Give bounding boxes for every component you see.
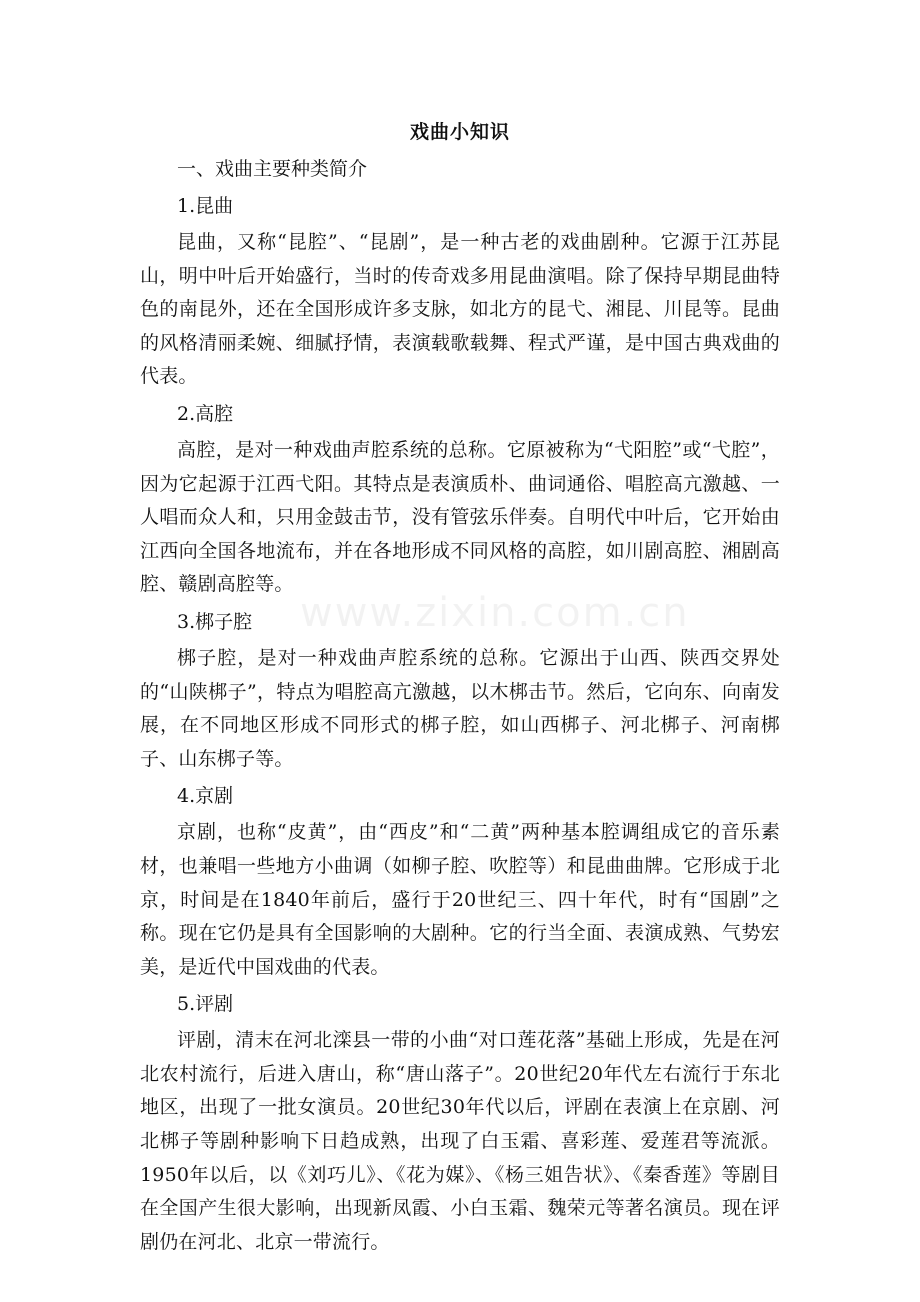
paragraph-bangziqiang: 梆子腔，是对一种戏曲声腔系统的总称。它源出于山西、陕西交界处的“山陕梆子”，特点为唱腔高亢激越，以木梆击节。然后，它向东、向南发展，在不同地区形成不同形式的梆子腔，如山西梆子、河北梆子、河南梆子、山东梆子等。 — [140, 646, 780, 770]
subsection-heading-bangziqiang: 3.梆子腔 — [177, 610, 253, 633]
document-title: 戏曲小知识 — [409, 121, 510, 143]
paragraph-kunqu: 昆曲，又称“昆腔”、“昆剧”，是一种古老的戏曲剧种。它源于江苏昆山，明中叶后开始盛行，当时的传奇戏多用昆曲演唱。除了保持早期昆曲特色的南昆外，还在全国形成许多支脉，如北方的昆弋、湘昆、川昆等。昆曲的风格清丽柔婉、细腻抒情，表演载歌载舞、程式严谨，是中国古典戏曲的代表。 — [140, 231, 780, 388]
document-page — [140, 116, 780, 1263]
paragraph-jingju: 京剧，也称“皮黄”，由“西皮”和“二黄”两种基本腔调组成它的音乐素材，也兼唱一些地方小曲调（如柳子腔、吹腔等）和昆曲曲牌。它形成于北京，时间是在1840年前后，盛行于20世纪三、四十年代，时有“国剧”之称。现在它仍是具有全国影响的大剧种。它的行当全面、表演成熟、气势宏美，是近代中国戏曲的代表。 — [140, 821, 780, 978]
subsection-heading-gaoqiang: 2.高腔 — [177, 402, 234, 425]
paragraph-pingju: 评剧，清末在河北滦县一带的小曲“对口莲花落”基础上形成，先是在河北农村流行，后进入唐山，称“唐山落子”。20世纪20年代左右流行于东北地区，出现了一批女演员。20世纪30年代以后，评剧在表演上在京剧、河北梆子等剧种影响下日趋成熟，出现了白玉霜、喜彩莲、爱莲君等流派。1950年以后，以《刘巧儿》、《花为媒》、《杨三姐告状》、《秦香莲》等剧目在全国产生很大影响，出现新凤霞、小白玉霜、魏荣元等著名演员。现在评剧仍在河北、北京一带流行。 — [140, 1029, 780, 1253]
paragraph-gaoqiang: 高腔，是对一种戏曲声腔系统的总称。它原被称为“弋阳腔”或“弋腔”，因为它起源于江西弋阳。其特点是表演质朴、曲词通俗、唱腔高亢激越、一人唱而众人和，只用金鼓击节，没有管弦乐伴奏。自明代中叶后，它开始由江西向全国各地流布，并在各地形成不同风格的高腔，如川剧高腔、湘剧高腔、赣剧高腔等。 — [140, 438, 780, 596]
subsection-heading-pingju: 5.评剧 — [177, 993, 234, 1016]
watermark: www.zixin.com.cn — [300, 590, 690, 636]
subsection-heading-jingju: 4.京剧 — [177, 785, 234, 808]
subsection-heading-kunqu: 1.昆曲 — [177, 195, 234, 217]
section-heading: 一、戏曲主要种类简介 — [177, 158, 368, 180]
